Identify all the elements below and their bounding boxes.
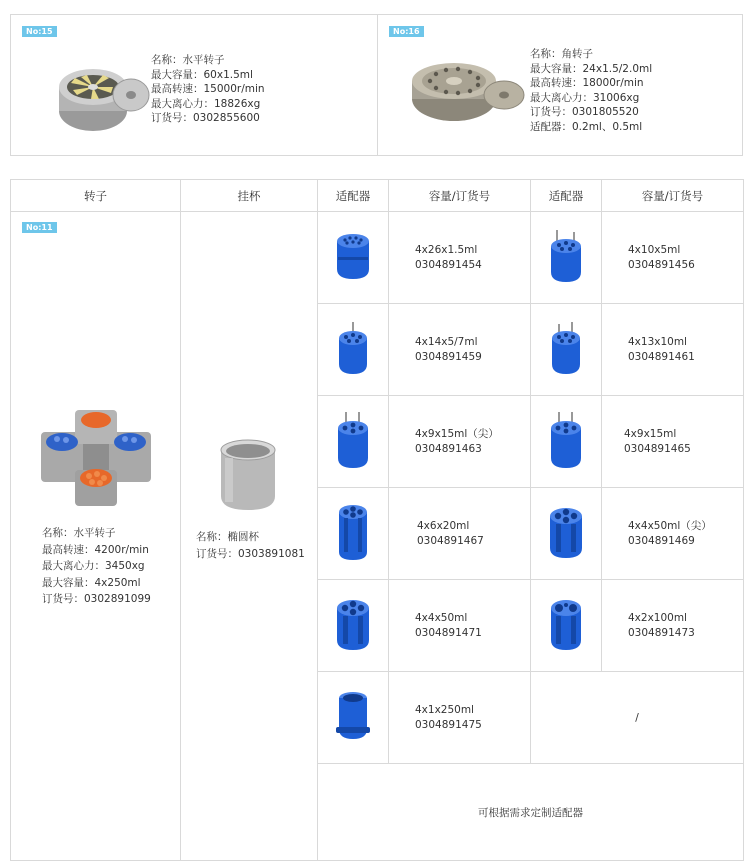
spec-line: 名称：水平转子 (42, 527, 116, 539)
adapter-image-cell (318, 304, 389, 396)
rotor-card-16 (377, 14, 743, 156)
spec-line: 最大离心力：18826xg (151, 97, 261, 110)
rotor-cell (11, 212, 181, 861)
adapter-2x100ml-image (546, 596, 586, 652)
capacity-cell (389, 488, 531, 580)
adapter-image-cell (531, 396, 602, 488)
capacity-text: 4x2x100ml (628, 611, 687, 624)
order-number: 0304891454 (415, 258, 482, 271)
rotor-16-specs (530, 47, 652, 134)
capacity-text: 4x1x250ml (415, 703, 474, 716)
custom-note-cell (318, 764, 744, 861)
adapter-image-cell (318, 580, 389, 672)
order-number: 0304891456 (628, 258, 695, 271)
rotor-15-specs (151, 53, 265, 126)
header-rotor: 转子 (11, 180, 181, 212)
adapter-image-cell (318, 212, 389, 304)
oval-bucket-image (217, 438, 279, 512)
capacity-cell (389, 580, 531, 672)
capacity-text: 4x4x50ml (415, 611, 468, 624)
spec-line: 名称：椭圆杯 (196, 531, 259, 543)
capacity-cell (389, 396, 531, 488)
spec-line: 最大容量：24x1.5/2.0ml (530, 62, 653, 75)
spec-line: 最高转速：15000r/min (151, 83, 265, 95)
spec-line: 订货号：0301805520 (530, 106, 639, 118)
order-number: 0304891461 (628, 350, 695, 363)
spec-line: 最大离心力：3450xg (42, 560, 145, 572)
capacity-text: 4x14x5/7ml (415, 335, 478, 348)
adapter-1x250ml-image (333, 689, 373, 743)
horizontal-rotor-image (51, 59, 151, 137)
adapter-image-cell (531, 212, 602, 304)
bucket-specs (196, 529, 305, 563)
capacity-cell (389, 212, 531, 304)
header-bucket: 挂杯 (181, 180, 318, 212)
adapter-9x15ml-conical-image (333, 410, 373, 470)
header-capacity: 容量/订货号 (389, 180, 531, 212)
spec-line: 最大容量：4x250ml (42, 576, 141, 589)
order-number: 0304891471 (415, 626, 482, 639)
table-row (11, 212, 744, 304)
adapter-10x5ml-image (546, 228, 586, 284)
spec-line: 订货号：0302855600 (151, 112, 260, 124)
capacity-cell (602, 212, 744, 304)
order-number: 0304891465 (624, 442, 691, 455)
capacity-cell (389, 672, 531, 764)
adapter-image-cell (318, 396, 389, 488)
capacity-cell (602, 304, 744, 396)
rotor-11-specs (42, 525, 151, 608)
adapter-9x15ml-image (546, 410, 586, 470)
capacity-text: 4x26x1.5ml (415, 243, 478, 256)
empty-placeholder: / (635, 711, 639, 724)
angle-rotor-image (410, 55, 526, 127)
header-capacity: 容量/订货号 (602, 180, 744, 212)
adapter-6x20ml-image (333, 502, 373, 562)
order-number: 0304891467 (417, 534, 484, 547)
model-badge: No:15 (22, 26, 57, 37)
spec-line: 名称：水平转子 (151, 54, 225, 66)
adapter-4x50ml-image (333, 596, 373, 652)
bucket-cell (181, 212, 318, 861)
spec-line: 最大容量：60x1.5ml (151, 68, 253, 81)
spec-line: 名称：角转子 (530, 48, 593, 60)
capacity-text: 4x13x10ml (628, 335, 687, 348)
rotor-card-15 (10, 14, 378, 156)
order-number: 0304891475 (415, 718, 482, 731)
header-adapter: 适配器 (531, 180, 602, 212)
capacity-cell (602, 396, 744, 488)
order-number: 0304891463 (415, 442, 482, 455)
empty-cell (531, 672, 744, 764)
order-number: 0304891459 (415, 350, 482, 363)
spec-line: 订货号：0302891099 (42, 593, 151, 605)
adapter-image-cell (531, 488, 602, 580)
adapter-table (10, 179, 744, 861)
capacity-text: 4x9x15ml（尖） (415, 427, 499, 440)
capacity-text: 4x10x5ml (628, 243, 681, 256)
capacity-cell (602, 580, 744, 672)
spec-line: 适配器：0.2ml、0.5ml (530, 120, 643, 133)
capacity-text: 4x6x20ml (417, 519, 470, 532)
capacity-text: 4x9x15ml (624, 427, 677, 440)
adapter-image-cell (531, 304, 602, 396)
adapter-image-cell (531, 580, 602, 672)
header-adapter: 适配器 (318, 180, 389, 212)
swing-rotor-image (37, 408, 155, 510)
custom-adapter-note: 可根据需求定制适配器 (478, 806, 583, 819)
spec-line: 最高转速：18000r/min (530, 77, 644, 89)
adapter-13x10ml-image (546, 320, 586, 376)
capacity-cell (602, 488, 744, 580)
spec-line: 订货号：0303891081 (196, 548, 305, 560)
adapter-26x1.5ml-image (333, 231, 373, 281)
adapter-14x5ml-image (333, 320, 373, 376)
model-badge: No:16 (389, 26, 424, 37)
adapter-4x50ml-conical-image (546, 504, 586, 560)
order-number: 0304891469 (628, 534, 695, 547)
adapter-image-cell (318, 672, 389, 764)
capacity-cell (389, 304, 531, 396)
spec-line: 最高转速：4200r/min (42, 543, 149, 556)
adapter-image-cell (318, 488, 389, 580)
table-header-row (11, 180, 744, 212)
spec-line: 最大离心力：31006xg (530, 91, 640, 104)
model-badge: No:11 (22, 222, 57, 233)
capacity-text: 4x4x50ml（尖） (628, 519, 712, 532)
order-number: 0304891473 (628, 626, 695, 639)
